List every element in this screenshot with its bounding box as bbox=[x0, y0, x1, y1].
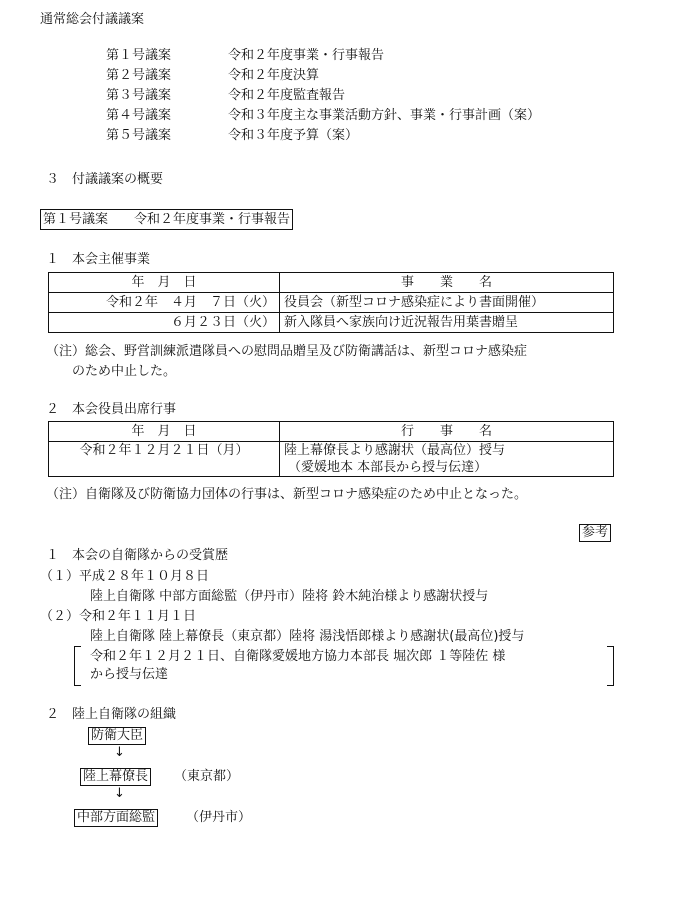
award-date: （２）令和２年１１月１日 bbox=[40, 609, 197, 624]
agenda-title: 令和２年度事業・行事報告 bbox=[228, 48, 385, 63]
agenda1-box: 第１号議案 令和２年度事業・行事報告 bbox=[40, 209, 293, 230]
bracket-right bbox=[607, 646, 614, 686]
reference-badge: 参考 bbox=[579, 524, 611, 542]
column-header-date: 年 月 日 bbox=[49, 422, 280, 442]
table-row bbox=[49, 313, 614, 333]
agenda-title: 令和３年度予算（案） bbox=[228, 128, 359, 143]
event-name: 新入隊員へ家族向け近況報告用葉書贈呈 bbox=[280, 313, 614, 333]
bracket-text: 令和２年１２月２１日、自衛隊愛媛地方協力本部長 堀次郎 １等陸佐 様 bbox=[90, 649, 506, 664]
award-detail: 陸上自衛隊 中部方面総監（伊丹市）陸将 鈴木純治様より感謝状授与 bbox=[90, 589, 489, 604]
table-row bbox=[49, 293, 614, 313]
table-row bbox=[49, 442, 614, 477]
page-title: 通常総会付議議案 bbox=[40, 12, 145, 27]
arrow-down-icon: ↓ bbox=[114, 786, 125, 801]
attended-events-table bbox=[48, 421, 614, 477]
bracket-left bbox=[74, 646, 81, 686]
event-name-line: （愛媛地本 本部長から授与伝達） bbox=[288, 460, 488, 475]
event-date: 令和２年１２月２１日（月） bbox=[49, 442, 280, 477]
award-bracket-note bbox=[74, 646, 614, 686]
event-name bbox=[280, 442, 614, 477]
event-date: 令和２年 ４月 ７日（火） bbox=[49, 293, 280, 313]
event-name: 役員会（新型コロナ感染症により書面開催） bbox=[280, 293, 614, 313]
note-text: （注）自衛隊及び防衛協力団体の行事は、新型コロナ感染症のため中止となった。 bbox=[46, 487, 528, 502]
part2-heading: ２ 本会役員出席行事 bbox=[46, 402, 177, 417]
agenda-title: 令和３年度主な事業活動方針、事業・行事計画（案） bbox=[228, 108, 541, 123]
event-date: ６月２３日（火） bbox=[49, 313, 280, 333]
org-node-minister: 防衛大臣 bbox=[88, 727, 146, 745]
table-header-row bbox=[49, 273, 614, 293]
org-node-chief-of-staff: 陸上幕僚長 bbox=[80, 768, 151, 786]
note-text: のため中止した。 bbox=[72, 364, 177, 379]
award-detail: 陸上自衛隊 陸上幕僚長（東京都）陸将 湯浅悟郎様より感謝状(最高位)授与 bbox=[90, 629, 525, 644]
note-text: （注）総会、野営訓練派遣隊員への慰問品贈呈及び防衛講話は、新型コロナ感染症 bbox=[46, 344, 528, 359]
event-name-line: 陸上幕僚長より感謝状（最高位）授与 bbox=[284, 443, 506, 458]
agenda-title: 令和２年度監査報告 bbox=[228, 88, 346, 103]
awards-heading: １ 本会の自衛隊からの受賞歴 bbox=[46, 548, 229, 563]
org-location: （伊丹市） bbox=[186, 810, 252, 825]
org-heading: ２ 陸上自衛隊の組織 bbox=[46, 707, 177, 722]
org-node-central-army: 中部方面総監 bbox=[74, 809, 158, 827]
part1-heading: １ 本会主催事業 bbox=[46, 252, 151, 267]
column-header-date: 年 月 日 bbox=[49, 273, 280, 293]
table-header-row bbox=[49, 422, 614, 442]
column-header-event: 行 事 名 bbox=[280, 422, 614, 442]
agenda-number: 第１号議案 bbox=[106, 48, 172, 63]
agenda-number: 第４号議案 bbox=[106, 108, 172, 123]
org-location: （東京都） bbox=[174, 769, 240, 784]
agenda-number: 第５号議案 bbox=[106, 128, 172, 143]
bracket-text: から授与伝達 bbox=[90, 667, 169, 682]
events-table bbox=[48, 272, 614, 333]
agenda-number: 第３号議案 bbox=[106, 88, 172, 103]
arrow-down-icon: ↓ bbox=[114, 745, 125, 760]
agenda-title: 令和２年度決算 bbox=[228, 68, 320, 83]
section-heading: ３ 付議議案の概要 bbox=[46, 172, 164, 187]
agenda-number: 第２号議案 bbox=[106, 68, 172, 83]
column-header-event: 事 業 名 bbox=[280, 273, 614, 293]
award-date: （１）平成２８年１０月８日 bbox=[40, 569, 210, 584]
